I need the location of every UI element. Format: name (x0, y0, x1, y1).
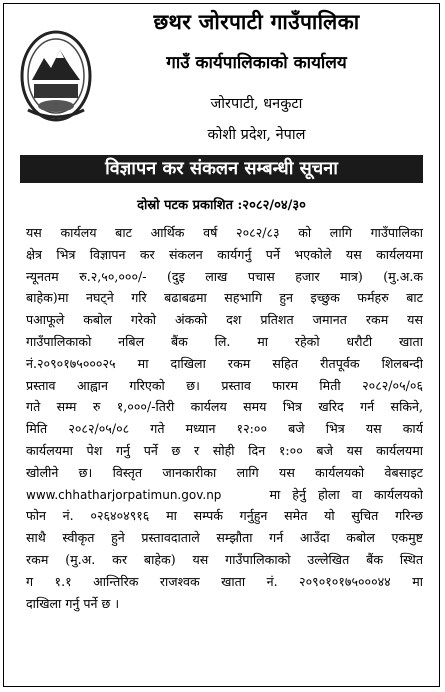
notice-page (3, 3, 440, 687)
notice-title: विज्ञापन कर संकलन सम्बन्धी सूचना (20, 155, 423, 183)
publication-date: दोस्रो पटक प्रकाशित :२०८२/०४/३० (137, 198, 306, 213)
body-line: क्षेत्र भित्र विज्ञापन कर संकलन कार्यगर्नु पर्ने भएकोले यस कार्यलयमा (26, 246, 423, 262)
body-line: मा हेर्नु होला वा कार्यलयको (269, 486, 423, 502)
municipality-title: छथर जोरपाटी गाउँपालिका (153, 9, 360, 34)
body-line: बाहेक)मा नघट्ने गरि बढाबढमा सहभागि हुन इच्छुक फर्महरु बाट (26, 290, 423, 306)
body-line: यस कार्यलय बाट आर्थिक वर्ष २०८२/८३ को लागि गाउँपालिका (26, 225, 423, 240)
body-line: प्रस्ताव आह्वान गरिएको छ। प्रस्ताव फारम मिती २०८२/०५/०६ (26, 377, 423, 393)
body-line: नं.२०९०१७५०००२५ मा दाखिला रकम सहित रीतपूर्वक शिलबन्दी (26, 355, 423, 371)
body-line: गाउँपालिकाको नबिल बैंक लि. मा रहेको धरौटी खाता (26, 333, 423, 349)
body-line: खोलीने छ। विस्तृत जानकारीका लागि यस कार्यलयको वेबसाइट (26, 464, 423, 480)
website-line (26, 484, 423, 506)
body-line: न्यूनतम रु.२,५०,०००/- (दुइ लाख पचास हजार मात्र) (मु.अ.क (26, 268, 423, 284)
body-line: रकम (मु.अ. कर बाहेक) यस गाउँपालिकाको उल्लेखित बैंक स्थित (26, 551, 423, 567)
office-province: कोशी प्रदेश, नेपाल (207, 127, 306, 143)
body-line: ग १.१ आन्तिरिक राजश्वक खाता नं. २०९०१०१७५०००४४ मा (26, 573, 423, 589)
notice-body (26, 222, 423, 614)
body-line: फोन नं. ०२६४०४९१६ मा सम्पर्क गर्नुहुन समेत यो सुचित गरिन्छ (26, 508, 423, 524)
body-line: दाखिला गर्नु पर्ने छ । (26, 595, 120, 611)
body-line: कार्यलयमा पेश गर्नु पर्ने छ र सोही दिन १:०० बजे यस कार्यलयमा (26, 442, 423, 458)
body-line: पआफूले कबोल गरेको अंकको दश प्रतिशत जमानत रकम यस (26, 312, 423, 328)
office-location: जोरपाटी, धनकुटा (210, 96, 303, 112)
office-name: गाउँ कार्यपालिकाको कार्यालय (166, 53, 347, 73)
website-link[interactable]: www.chhatharjorpatimun.gov.np (26, 487, 222, 502)
body-line: गते सम्म रु १,०००/-तिरी कार्यलय समय भित्र खरिद गर्न सकिने, (26, 399, 423, 415)
body-line: साथै स्वीकृत हुने प्रस्तावदाताले सम्झौता गर्न आउँदा कबोल एकमुष्ट (26, 530, 423, 546)
body-line: मिति २०८२/०५/०८ गते मध्यान १२:०० बजे भित्र यस कार्य (26, 421, 423, 437)
